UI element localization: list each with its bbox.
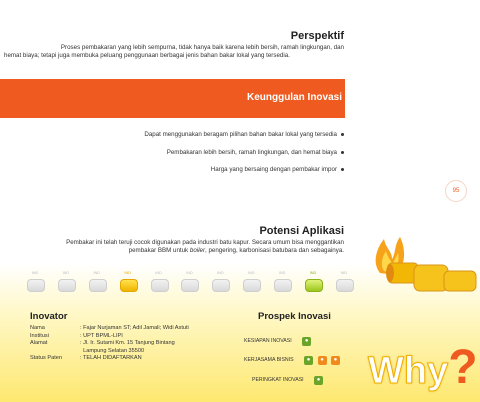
rating-badge-icon: ● [331, 356, 340, 365]
industry-label: IND [93, 271, 101, 275]
industry-label: IND [217, 271, 224, 275]
perspektif-body [4, 44, 344, 61]
industry-icon [53, 271, 79, 297]
industry-icon [238, 271, 264, 297]
why-question-mark: ? [448, 341, 478, 394]
industry-shape [181, 279, 199, 292]
industry-label: IND [247, 271, 255, 275]
potensi-line-2-italic: boiler [189, 247, 206, 255]
bullet-icon [341, 133, 344, 136]
industry-label: IND [62, 271, 70, 275]
potensi-line-2 [4, 247, 344, 255]
inovator-row [30, 340, 230, 348]
potensi-line-2b: , pengering, karbonisasi batubara dan sebagainya. [205, 247, 344, 255]
inovator-value: Lampung Selatan 35500 [80, 347, 145, 354]
burner-illustration [366, 225, 480, 297]
prospek-label: KESIAPAN INOVASI [244, 338, 292, 344]
industry-shape [27, 279, 45, 292]
rating-badge-icon: ● [304, 356, 313, 365]
inovator-value: : Jl. Ir. Sutami Km. 15 Tanjung Bintang [80, 340, 175, 347]
industry-shape [274, 279, 292, 292]
industry-icon [84, 271, 110, 297]
prospek-row-kerjasama [244, 348, 340, 366]
inovator-title: Inovator [30, 311, 68, 322]
keunggulan-item-1 [144, 131, 344, 138]
why-logo [368, 340, 478, 395]
prospek-title: Prospek Inovasi [258, 311, 331, 322]
inovator-row [30, 355, 230, 363]
industry-icon [269, 271, 295, 297]
potensi-line-1: Pembakar ini telah teruji cocok digunakan pada industri batu kapur. Secara umum bisa menggantikan [66, 239, 344, 246]
industry-icon [331, 271, 357, 297]
inovator-value: : UPT BPML-LIPI [80, 332, 123, 339]
potensi-title: Potensi Aplikasi [259, 225, 344, 237]
industry-label: IND [309, 271, 317, 275]
keunggulan-item-text: Dapat menggunakan beragam pilihan bahan bakar lokal yang tersedia [144, 131, 337, 138]
industry-shape [58, 279, 76, 292]
inovator-value: : Fajar Nurjaman ST; Adil Jamali; Widi Astuti [80, 325, 189, 331]
industry-icon [207, 271, 233, 297]
industry-icon-highlighted [300, 271, 326, 297]
page-number: 95 [445, 180, 467, 202]
keunggulan-title: Keunggulan Inovasi [246, 92, 342, 103]
inovator-row [30, 348, 230, 356]
industry-shape [243, 279, 261, 292]
bullet-icon [341, 168, 344, 171]
industry-icon [22, 271, 48, 297]
inovator-row [30, 325, 230, 333]
industry-icon [176, 271, 202, 297]
inovator-key: Institusi [30, 332, 49, 339]
industry-shape [336, 279, 354, 292]
industry-shape [120, 279, 138, 292]
bullet-icon [341, 151, 344, 154]
potensi-body [4, 239, 344, 256]
potensi-line-2a: pembakar BBM untuk [128, 247, 190, 255]
inovator-key: Alamat [30, 340, 48, 347]
industry-icon-highlighted [115, 271, 141, 297]
industry-label: IND [278, 271, 286, 275]
inovator-value: : TELAH DIDAFTARKAN [80, 355, 142, 362]
perspektif-title: Perspektif [290, 30, 344, 42]
inovator-table [30, 325, 230, 363]
industry-label: IND [155, 271, 162, 275]
industry-shape [212, 279, 230, 292]
keunggulan-item-text: Pembakaran lebih bersih, ramah lingkungan, dan hemat biaya [166, 149, 337, 156]
keunggulan-item-3 [211, 166, 344, 173]
industry-shape [305, 279, 323, 292]
industry-label: IND [31, 271, 39, 275]
industry-label: IND [186, 271, 193, 275]
prospek-label: KERJASAMA BISNIS [244, 357, 294, 363]
prospek-row-peringkat [252, 368, 323, 386]
why-text: Why [368, 350, 449, 392]
inovator-row [30, 333, 230, 341]
rating-badge-icon: ● [318, 356, 327, 365]
prospek-row-kesiapan [244, 329, 311, 347]
inovator-key: Status Paten [30, 355, 63, 362]
keunggulan-item-2 [167, 149, 344, 156]
industry-shape [151, 279, 169, 292]
perspektif-line-2: hemat biaya; tetapi juga membuka peluang penggunaan berbagai jenis bahan bakar lokal yang tersedia. [4, 52, 290, 60]
industry-label: IND [340, 271, 348, 275]
industry-scale [22, 271, 357, 297]
keunggulan-item-text: Harga yang bersaing dengan pembakar impor [210, 166, 337, 173]
rating-badge-icon: ● [302, 337, 311, 346]
rating-badge-icon: ● [314, 376, 323, 385]
industry-icon [146, 271, 172, 297]
industry-shape [89, 279, 107, 292]
prospek-label: PERINGKAT INOVASI [252, 377, 304, 383]
inovator-key: Nama [30, 325, 45, 331]
industry-label: IND [124, 271, 131, 275]
perspektif-line-1: Proses pembakaran yang lebih sempurna, tidak hanya baik karena lebih bersih, ramah lingkungan, dan [60, 44, 344, 51]
